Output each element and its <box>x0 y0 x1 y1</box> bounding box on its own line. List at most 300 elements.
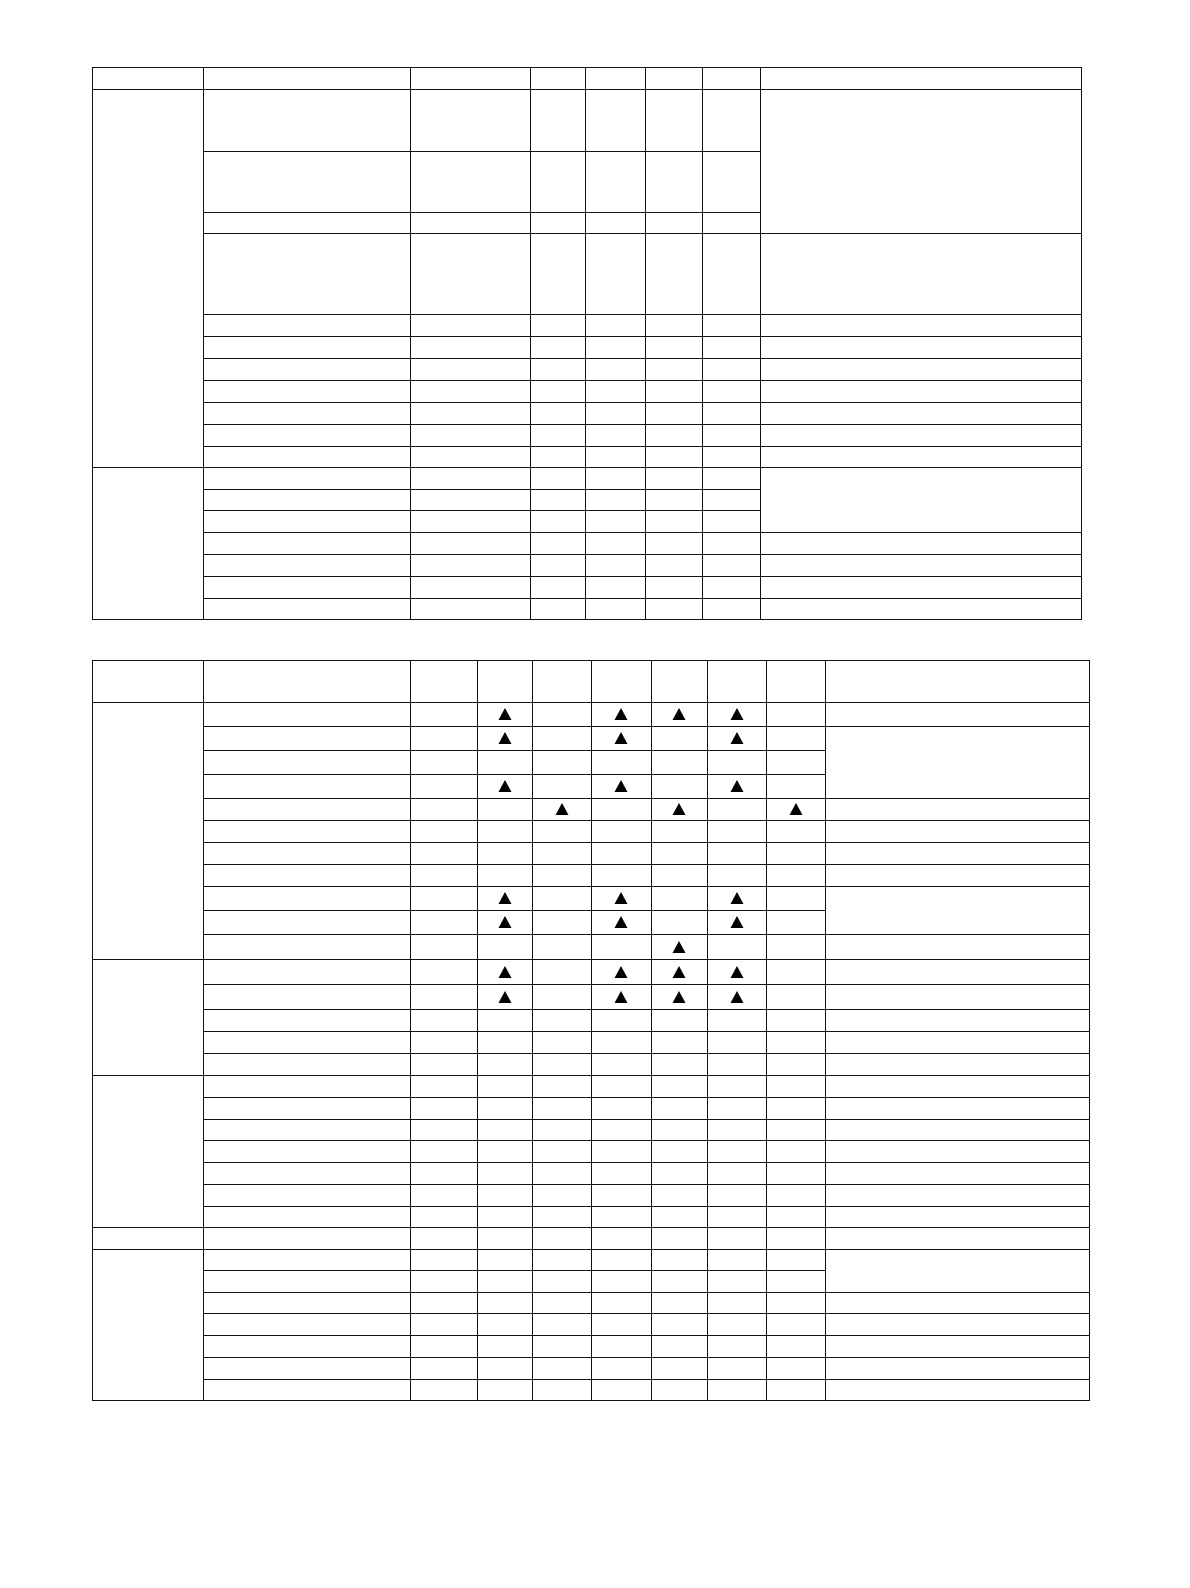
triangle-mark-icon <box>555 803 569 816</box>
lower-table-cell <box>766 1227 826 1250</box>
lower-table-cell <box>591 1162 652 1185</box>
lower-table-cell <box>766 1053 826 1076</box>
upper-table-cell <box>760 598 1082 620</box>
lower-table-cell <box>825 820 1090 843</box>
upper-table-cell <box>203 510 411 533</box>
upper-table-cell <box>530 314 586 337</box>
lower-table-cell <box>707 1162 767 1185</box>
lower-table-cell <box>825 1140 1090 1163</box>
upper-table-cell <box>645 424 703 447</box>
upper-table-cell <box>585 89 646 152</box>
lower-table-cell <box>92 660 204 703</box>
triangle-mark-icon <box>672 965 686 978</box>
upper-table-cell <box>530 380 586 403</box>
lower-table-cell <box>766 1357 826 1380</box>
lower-table-cell <box>203 1031 411 1054</box>
lower-table-cell <box>410 1206 478 1228</box>
lower-table-cell <box>651 1097 708 1120</box>
upper-table-cell <box>702 151 761 213</box>
upper-table-cell <box>645 489 703 511</box>
lower-table-cell <box>477 1162 533 1185</box>
lower-table-cell <box>410 1162 478 1185</box>
lower-table-cell <box>707 1379 767 1401</box>
upper-table-cell <box>702 446 761 468</box>
lower-table-cell <box>477 1075 533 1098</box>
upper-table-cell <box>702 89 761 152</box>
lower-table-cell <box>410 820 478 843</box>
upper-table-cell <box>760 314 1082 337</box>
lower-table-cell <box>203 820 411 843</box>
upper-table-cell <box>203 489 411 511</box>
lower-table-cell <box>591 1249 652 1271</box>
lower-table-cell <box>532 1292 592 1314</box>
lower-table-cell <box>766 864 826 887</box>
lower-table-cell <box>766 750 826 775</box>
upper-table-cell <box>702 576 761 599</box>
lower-table-cell <box>651 1119 708 1141</box>
lower-table-cell <box>410 726 478 751</box>
lower-table-cell <box>203 726 411 751</box>
lower-table-cell <box>825 1184 1090 1207</box>
upper-table-cell <box>410 554 531 577</box>
upper-table-cell <box>410 576 531 599</box>
upper-table-cell <box>645 554 703 577</box>
lower-table-cell <box>477 1379 533 1401</box>
lower-table-cell <box>203 1313 411 1336</box>
upper-table-cell <box>645 510 703 533</box>
lower-table-cell <box>766 1184 826 1207</box>
triangle-mark-icon <box>614 965 628 978</box>
lower-table-cell <box>651 1249 708 1271</box>
lower-table-cell <box>766 1313 826 1336</box>
lower-table-cell <box>825 1119 1090 1141</box>
lower-table-cell <box>707 1313 767 1336</box>
lower-table-cell <box>477 1249 533 1271</box>
lower-table-cell <box>707 1184 767 1207</box>
lower-table-cell <box>825 1075 1090 1098</box>
lower-table-cell <box>707 1249 767 1271</box>
upper-table-cell <box>645 532 703 555</box>
lower-table-cell <box>410 1270 478 1293</box>
lower-table-cell <box>825 1206 1090 1228</box>
lower-table-cell <box>477 820 533 843</box>
lower-table-cell <box>532 1162 592 1185</box>
lower-table-cell <box>477 1270 533 1293</box>
lower-table-cell <box>410 1119 478 1141</box>
upper-table-cell <box>530 467 586 490</box>
lower-table-cell <box>532 750 592 775</box>
lower-table-cell <box>766 886 826 911</box>
lower-table-cell <box>92 1249 204 1401</box>
lower-table-cell <box>477 798 533 821</box>
triangle-mark-icon <box>730 708 744 721</box>
lower-table-cell <box>766 1206 826 1228</box>
upper-table-cell <box>585 489 646 511</box>
lower-table-cell <box>410 798 478 821</box>
upper-table-cell <box>92 89 204 468</box>
lower-table-cell <box>591 842 652 865</box>
lower-table-cell <box>591 1292 652 1314</box>
lower-table-cell <box>410 1227 478 1250</box>
triangle-mark-icon <box>498 965 512 978</box>
triangle-mark-icon <box>614 916 628 929</box>
upper-table-cell <box>702 212 761 234</box>
upper-table-cell <box>760 446 1082 468</box>
upper-table-cell <box>530 576 586 599</box>
lower-table-cell <box>410 1249 478 1271</box>
lower-table-cell <box>766 1162 826 1185</box>
lower-table-cell <box>410 842 478 865</box>
upper-table-cell <box>585 510 646 533</box>
upper-table-cell <box>702 467 761 490</box>
lower-table-cell <box>591 1119 652 1141</box>
upper-table-cell <box>92 67 204 90</box>
lower-table-cell <box>651 1335 708 1358</box>
lower-table-cell <box>203 1249 411 1271</box>
triangle-mark-icon <box>730 965 744 978</box>
upper-table-cell <box>760 402 1082 425</box>
lower-table-cell <box>707 842 767 865</box>
lower-table-cell <box>707 1357 767 1380</box>
lower-table-cell <box>532 1313 592 1336</box>
upper-table-cell <box>410 233 531 315</box>
lower-table-cell <box>203 984 411 1010</box>
lower-table-cell <box>651 1357 708 1380</box>
upper-table-cell <box>585 554 646 577</box>
upper-table-cell <box>760 532 1082 555</box>
upper-table-cell <box>702 598 761 620</box>
lower-table-cell <box>203 1097 411 1120</box>
lower-table-cell <box>532 1140 592 1163</box>
upper-table-cell <box>410 489 531 511</box>
lower-table-cell <box>591 1031 652 1054</box>
upper-table-cell <box>702 380 761 403</box>
upper-table-cell <box>645 233 703 315</box>
upper-table-cell <box>760 358 1082 381</box>
lower-table-cell <box>410 1097 478 1120</box>
lower-table-cell <box>707 1053 767 1076</box>
lower-table-cell <box>825 726 1090 799</box>
lower-table-cell <box>532 726 592 751</box>
lower-table-cell <box>591 1140 652 1163</box>
lower-table-cell <box>766 1270 826 1293</box>
lower-table-cell <box>707 660 767 703</box>
upper-table-cell <box>203 358 411 381</box>
lower-table-cell <box>477 842 533 865</box>
lower-table-cell <box>591 750 652 775</box>
lower-table-cell <box>532 886 592 911</box>
upper-table-cell <box>530 151 586 213</box>
lower-table-cell <box>825 798 1090 821</box>
lower-table-cell <box>825 660 1090 703</box>
lower-table-cell <box>591 1357 652 1380</box>
upper-table-cell <box>530 336 586 359</box>
upper-table-cell <box>760 233 1082 315</box>
upper-table-cell <box>530 598 586 620</box>
upper-table-cell <box>645 446 703 468</box>
triangle-mark-icon <box>498 892 512 905</box>
lower-table-cell <box>825 1009 1090 1032</box>
upper-table-cell <box>645 67 703 90</box>
lower-table-cell <box>203 959 411 985</box>
upper-table-cell <box>645 212 703 234</box>
lower-table-cell <box>766 1379 826 1401</box>
upper-table-cell <box>585 402 646 425</box>
lower-table-cell <box>651 726 708 751</box>
upper-table-cell <box>203 212 411 234</box>
lower-table-cell <box>651 1270 708 1293</box>
upper-table-cell <box>645 576 703 599</box>
lower-table-cell <box>532 842 592 865</box>
lower-table-cell <box>766 726 826 751</box>
upper-table-cell <box>203 446 411 468</box>
lower-table-cell <box>825 702 1090 727</box>
lower-table-cell <box>651 774 708 799</box>
lower-table-cell <box>410 1031 478 1054</box>
triangle-mark-icon <box>498 708 512 721</box>
lower-table-cell <box>532 1249 592 1271</box>
upper-table-cell <box>702 402 761 425</box>
lower-table-cell <box>766 820 826 843</box>
lower-table-cell <box>532 934 592 960</box>
lower-table-cell <box>825 959 1090 985</box>
upper-table-cell <box>585 446 646 468</box>
lower-table-cell <box>410 934 478 960</box>
lower-table-cell <box>410 959 478 985</box>
lower-table-cell <box>203 1053 411 1076</box>
upper-table-cell <box>702 336 761 359</box>
upper-table-cell <box>203 314 411 337</box>
lower-table-cell <box>477 1292 533 1314</box>
upper-table-cell <box>530 358 586 381</box>
upper-table-cell <box>585 598 646 620</box>
triangle-mark-icon <box>730 892 744 905</box>
lower-table-cell <box>591 1206 652 1228</box>
triangle-mark-icon <box>498 916 512 929</box>
lower-table-cell <box>410 1357 478 1380</box>
lower-table-cell <box>707 1119 767 1141</box>
lower-table-cell <box>203 1140 411 1163</box>
lower-table-cell <box>477 934 533 960</box>
upper-table-cell <box>530 402 586 425</box>
lower-table-cell <box>591 820 652 843</box>
lower-table-cell <box>591 660 652 703</box>
lower-table-cell <box>203 702 411 727</box>
upper-table-cell <box>645 314 703 337</box>
upper-table-cell <box>410 151 531 213</box>
lower-table-cell <box>410 864 478 887</box>
lower-table-cell <box>766 1009 826 1032</box>
upper-table-cell <box>410 358 531 381</box>
triangle-mark-icon <box>730 732 744 745</box>
lower-table-cell <box>477 1184 533 1207</box>
lower-table-cell <box>532 774 592 799</box>
lower-table-cell <box>410 1053 478 1076</box>
lower-table-cell <box>766 1075 826 1098</box>
lower-table-cell <box>707 1031 767 1054</box>
triangle-mark-icon <box>672 708 686 721</box>
lower-table-cell <box>707 1009 767 1032</box>
lower-table-cell <box>651 1162 708 1185</box>
lower-table-cell <box>532 1206 592 1228</box>
lower-table-cell <box>410 1292 478 1314</box>
triangle-mark-icon <box>730 990 744 1003</box>
upper-table-cell <box>203 336 411 359</box>
upper-table-cell <box>760 380 1082 403</box>
lower-table-cell <box>532 1184 592 1207</box>
upper-table-cell <box>410 467 531 490</box>
lower-table-cell <box>707 1097 767 1120</box>
lower-table-cell <box>203 910 411 935</box>
upper-table-cell <box>702 554 761 577</box>
upper-table-cell <box>410 314 531 337</box>
upper-table-cell <box>585 336 646 359</box>
lower-table-cell <box>707 1270 767 1293</box>
upper-table-cell <box>702 233 761 315</box>
triangle-mark-icon <box>498 780 512 793</box>
upper-table-cell <box>645 151 703 213</box>
lower-table-cell <box>591 864 652 887</box>
upper-table-cell <box>203 402 411 425</box>
upper-table-cell <box>530 554 586 577</box>
lower-table-cell <box>766 1119 826 1141</box>
lower-table-cell <box>477 1357 533 1380</box>
upper-table-cell <box>530 233 586 315</box>
lower-table-cell <box>651 1009 708 1032</box>
upper-table-cell <box>585 380 646 403</box>
lower-table-cell <box>92 959 204 1076</box>
lower-table-cell <box>651 842 708 865</box>
lower-table-cell <box>651 750 708 775</box>
lower-table-cell <box>477 750 533 775</box>
upper-table-cell <box>760 67 1082 90</box>
lower-table-cell <box>410 702 478 727</box>
upper-table-cell <box>410 510 531 533</box>
lower-table-cell <box>532 1379 592 1401</box>
upper-table-cell <box>530 510 586 533</box>
lower-table-cell <box>651 1292 708 1314</box>
lower-table-cell <box>532 959 592 985</box>
upper-table-cell <box>585 212 646 234</box>
upper-table-cell <box>410 598 531 620</box>
lower-table-cell <box>707 820 767 843</box>
lower-table-cell <box>477 1119 533 1141</box>
upper-table-cell <box>760 576 1082 599</box>
lower-table-cell <box>203 1357 411 1380</box>
lower-table-cell <box>766 1335 826 1358</box>
lower-table-cell <box>651 1227 708 1250</box>
upper-table-cell <box>702 424 761 447</box>
lower-table-cell <box>532 1031 592 1054</box>
triangle-mark-icon <box>789 803 803 816</box>
lower-table-cell <box>766 702 826 727</box>
lower-table-cell <box>477 1313 533 1336</box>
lower-table-cell <box>532 1335 592 1358</box>
lower-table-cell <box>477 1009 533 1032</box>
upper-table-cell <box>585 314 646 337</box>
lower-table-cell <box>203 1227 411 1250</box>
lower-table-cell <box>766 959 826 985</box>
upper-table-cell <box>760 554 1082 577</box>
lower-table-cell <box>591 1075 652 1098</box>
lower-table-cell <box>477 1031 533 1054</box>
lower-table-cell <box>203 934 411 960</box>
lower-table-cell <box>477 1097 533 1120</box>
lower-table-cell <box>203 1009 411 1032</box>
lower-table-cell <box>651 1206 708 1228</box>
lower-table-cell <box>766 774 826 799</box>
lower-table-cell <box>707 1292 767 1314</box>
lower-table-cell <box>203 1206 411 1228</box>
upper-table-cell <box>203 424 411 447</box>
lower-table-cell <box>532 910 592 935</box>
upper-table-cell <box>203 233 411 315</box>
lower-table-cell <box>477 1206 533 1228</box>
lower-table-cell <box>410 774 478 799</box>
upper-table-cell <box>203 576 411 599</box>
lower-table-cell <box>825 864 1090 887</box>
lower-table-cell <box>477 1227 533 1250</box>
lower-table-cell <box>591 1335 652 1358</box>
upper-table-cell <box>410 336 531 359</box>
triangle-mark-icon <box>730 916 744 929</box>
lower-table-cell <box>532 820 592 843</box>
upper-table-cell <box>702 489 761 511</box>
lower-table-cell <box>92 1075 204 1228</box>
upper-table-cell <box>530 489 586 511</box>
upper-table-cell <box>530 446 586 468</box>
upper-table-cell <box>203 151 411 213</box>
lower-table-cell <box>410 660 478 703</box>
lower-table-cell <box>477 1140 533 1163</box>
lower-table-cell <box>410 750 478 775</box>
lower-table-cell <box>532 1053 592 1076</box>
lower-table-cell <box>410 1379 478 1401</box>
upper-table-cell <box>585 151 646 213</box>
lower-table-cell <box>532 1227 592 1250</box>
lower-table-cell <box>766 984 826 1010</box>
upper-table-cell <box>410 67 531 90</box>
triangle-mark-icon <box>614 990 628 1003</box>
lower-table-cell <box>591 1379 652 1401</box>
triangle-mark-icon <box>730 780 744 793</box>
lower-table-cell <box>825 1313 1090 1336</box>
lower-table-cell <box>651 1140 708 1163</box>
lower-table-cell <box>203 886 411 911</box>
upper-table-cell <box>410 532 531 555</box>
upper-table-cell <box>203 67 411 90</box>
lower-table-cell <box>532 1357 592 1380</box>
lower-table-cell <box>532 702 592 727</box>
upper-table-cell <box>585 467 646 490</box>
upper-table-cell <box>203 554 411 577</box>
lower-table-cell <box>591 1270 652 1293</box>
lower-table-cell <box>825 842 1090 865</box>
lower-table-cell <box>766 1140 826 1163</box>
lower-table-cell <box>203 750 411 775</box>
lower-table-cell <box>410 1075 478 1098</box>
lower-table-cell <box>532 1075 592 1098</box>
lower-table-cell <box>410 910 478 935</box>
triangle-mark-icon <box>614 780 628 793</box>
lower-table-cell <box>532 984 592 1010</box>
lower-table-cell <box>203 774 411 799</box>
lower-table-cell <box>477 660 533 703</box>
upper-table-cell <box>645 380 703 403</box>
lower-table-cell <box>707 934 767 960</box>
lower-table-cell <box>825 934 1090 960</box>
upper-table-cell <box>585 233 646 315</box>
